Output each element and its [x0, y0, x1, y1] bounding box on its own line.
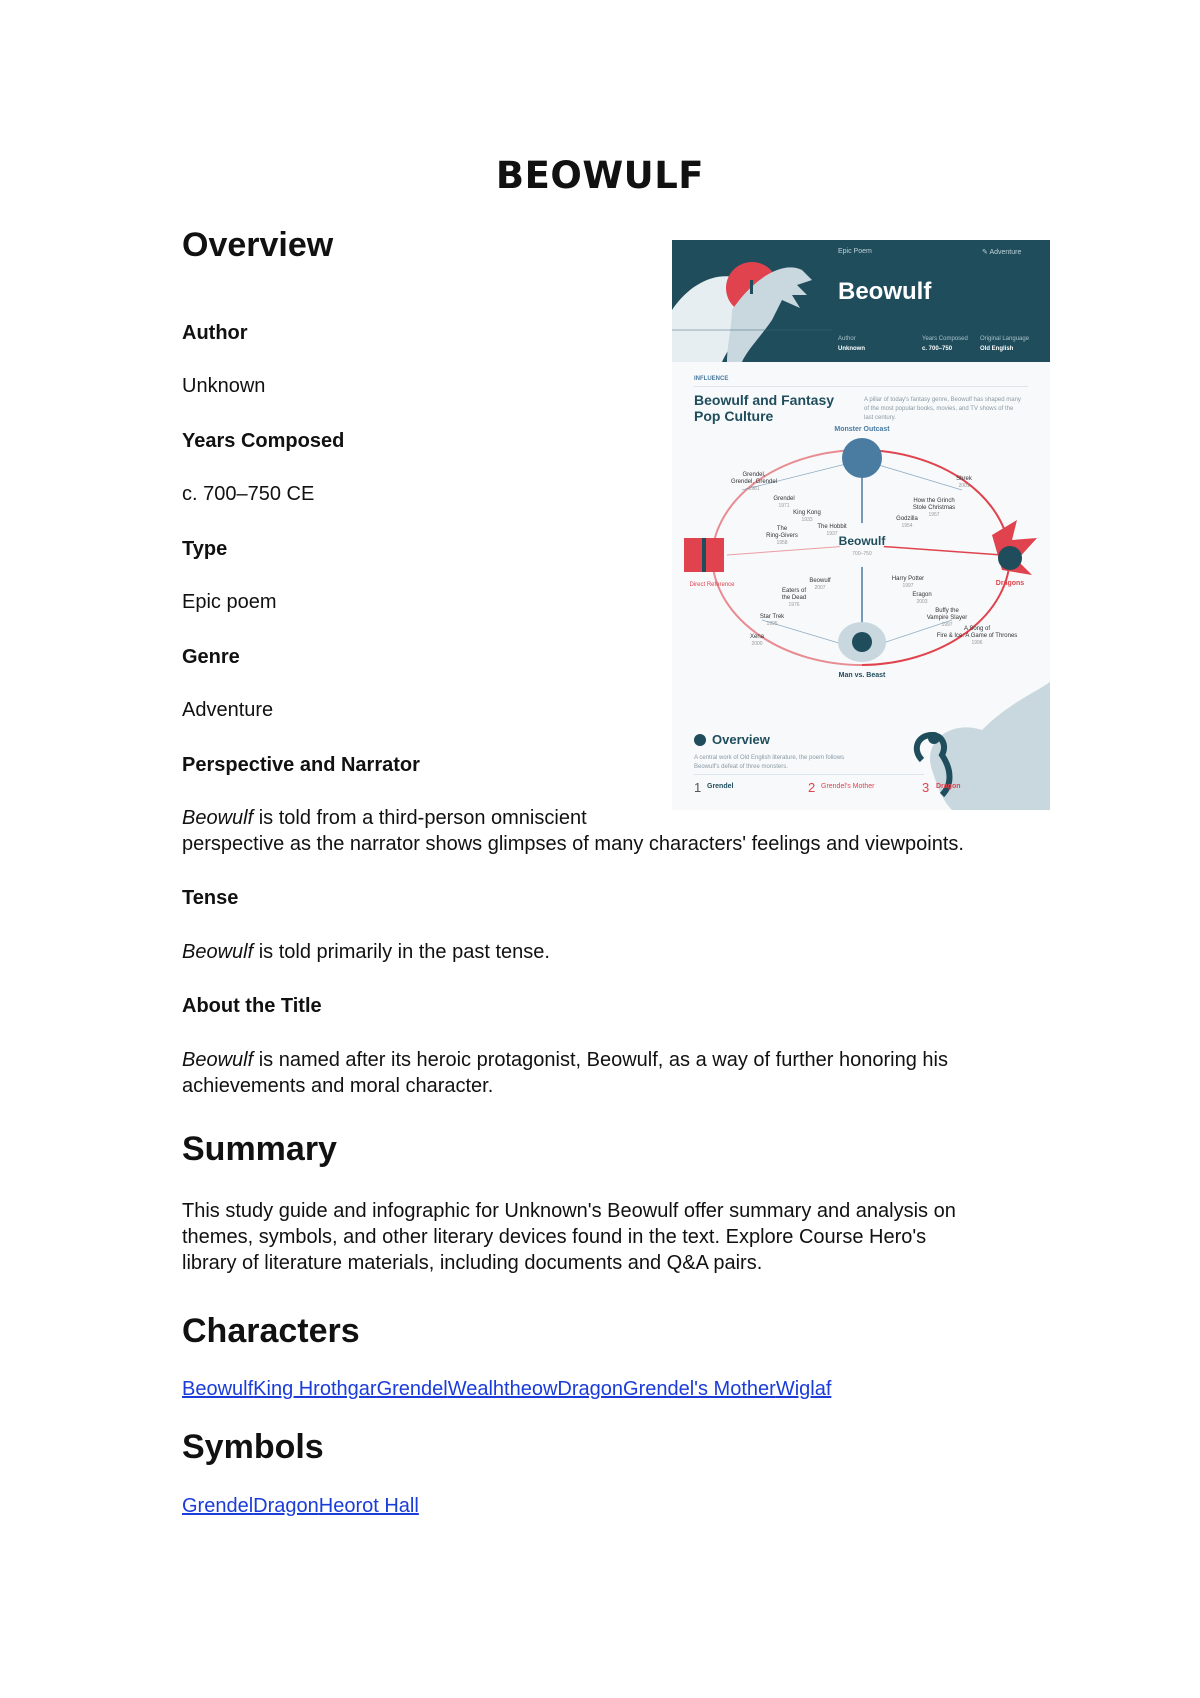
- type-label: Type: [182, 538, 228, 560]
- character-link-wiglaf[interactable]: Wiglaf: [775, 1378, 832, 1400]
- node-label: the Dead: [781, 595, 807, 601]
- summary-heading: Summary: [182, 1130, 337, 1168]
- node-label: A Song of: [963, 626, 991, 632]
- node-year: 2000: [751, 641, 763, 647]
- ig-language-value: Old English: [980, 346, 1014, 352]
- node-year: 1958: [776, 540, 788, 546]
- node-label: Eaters of: [781, 588, 807, 594]
- node-label: Star Trek: [759, 614, 785, 620]
- overview-icon: [694, 734, 706, 746]
- symbol-link-dragon[interactable]: Dragon: [253, 1495, 319, 1517]
- category-bottom: Man vs. Beast: [838, 672, 886, 679]
- influence-description: A pillar of today's fantasy genre, Beowulf has shaped many of the most popular books, movies, and TV shows of the last century.: [864, 397, 1021, 421]
- overview-heading: Overview: [182, 226, 334, 264]
- divider: [694, 386, 1028, 387]
- node-label: Shrek: [956, 476, 972, 482]
- symbol-link-heorot-hall[interactable]: Heorot Hall: [318, 1495, 419, 1517]
- type-value: Epic poem: [182, 591, 277, 613]
- node-year: 2007: [814, 585, 826, 591]
- node-label: Vampire Slayer: [926, 615, 968, 621]
- summary-line-3: library of literature materials, including documents and Q&A pairs.: [182, 1252, 763, 1274]
- character-link-wealhtheow[interactable]: Wealhtheow: [447, 1378, 558, 1400]
- node-label: Buffy the: [935, 608, 959, 614]
- monster-number: 1: [694, 780, 702, 795]
- category-right: Dragons: [995, 580, 1025, 587]
- perspective-line-2: perspective as the narrator shows glimpses of many characters' feelings and viewpoints.: [182, 833, 964, 855]
- symbol-links: [182, 1495, 419, 1518]
- node-label: Ring-Givers: [766, 533, 798, 539]
- author-label: Author: [182, 322, 248, 344]
- infographic-overview-desc: A central work of Old English literature, the poem follows Beowulf's defeat of three monsters.: [694, 755, 845, 770]
- character-link-dragon[interactable]: Dragon: [557, 1378, 624, 1400]
- beowulf-infographic: [672, 240, 1050, 810]
- tense-text: Beowulf is told primarily in the past tense.: [182, 941, 550, 963]
- influence-label: INFLUENCE: [694, 376, 729, 382]
- node-year: 1996: [971, 640, 983, 646]
- node-label: Xena: [749, 634, 765, 640]
- ig-author-label: Author: [838, 336, 856, 342]
- character-link-beowulf[interactable]: Beowulf: [182, 1378, 254, 1400]
- node-label: Grendel, Grendel: [730, 479, 778, 485]
- influence-heading: Beowulf and Fantasy Pop Culture: [694, 392, 835, 424]
- category-top: Monster Outcast: [834, 426, 890, 433]
- perspective-label: Perspective and Narrator: [182, 754, 420, 776]
- ig-language-label: Original Language: [980, 336, 1030, 342]
- node-label: Grendel,: [742, 472, 766, 478]
- infographic-category: Epic Poem: [838, 248, 872, 255]
- node-label: Fire & Ice: A Game of Thrones: [936, 633, 1018, 639]
- character-link-grendel[interactable]: Grendel: [376, 1378, 448, 1400]
- hub-label: Beowulf: [838, 534, 886, 548]
- characters-heading: Characters: [182, 1312, 360, 1350]
- author-value: Unknown: [182, 375, 266, 397]
- ig-years-label: Years Composed: [922, 336, 968, 342]
- about-title-label: About the Title: [182, 995, 322, 1017]
- dragon-icon: [998, 546, 1022, 570]
- symbol-link-grendel[interactable]: Grendel: [182, 1495, 254, 1517]
- summary-line-2: themes, symbols, and other literary devices found in the text. Explore Course Hero's: [182, 1226, 927, 1248]
- influence-network: [672, 420, 1050, 720]
- node-year: 1981: [748, 486, 760, 492]
- node-label: Grendel: [773, 496, 795, 502]
- years-composed-label: Years Composed: [182, 430, 345, 452]
- book-title-italic: Beowulf: [182, 941, 254, 963]
- node-label: Godzilla: [896, 516, 918, 522]
- monster-number: 3: [922, 780, 930, 795]
- infographic-genre: ✎ Adventure: [982, 249, 1022, 256]
- monster-name: Grendel's Mother: [821, 783, 875, 790]
- node-label: Eragon: [912, 592, 932, 598]
- ig-author-value: Unknown: [838, 346, 865, 352]
- book-title-italic: Beowulf: [182, 807, 254, 829]
- node-year: 1971: [778, 503, 790, 509]
- monster-name: Dragon: [936, 783, 961, 790]
- document-title: BEOWULF: [495, 154, 705, 197]
- tense-label: Tense: [182, 887, 239, 909]
- years-composed-value: c. 700–750 CE: [182, 483, 315, 505]
- node-year: 1954: [901, 523, 913, 529]
- genre-label: Genre: [182, 646, 240, 668]
- perspective-line-1: Beowulf is told from a third-person omniscient: [182, 807, 587, 829]
- genre-value: Adventure: [182, 699, 274, 721]
- node-label: The: [776, 526, 788, 532]
- node-year: 1995: [766, 621, 778, 627]
- node-year: 1933: [801, 517, 813, 523]
- symbols-heading: Symbols: [182, 1428, 324, 1466]
- node-label: King Kong: [793, 510, 821, 516]
- character-link-grendels-mother[interactable]: Grendel's Mother: [623, 1378, 776, 1400]
- summary-line-1: This study guide and infographic for Unknown's Beowulf offer summary and analysis on: [182, 1200, 956, 1222]
- node-year: 1997: [941, 622, 953, 628]
- infographic-header: [672, 240, 1050, 362]
- infographic-overview-heading: Overview: [712, 732, 770, 747]
- node-year: 1937: [826, 531, 838, 537]
- node-label: How the Grinch: [913, 498, 955, 504]
- infographic-title: Beowulf: [838, 278, 932, 305]
- book-spine: [702, 538, 706, 572]
- dragon-wing-illustration: [892, 680, 1050, 810]
- monster-name: Grendel: [707, 783, 734, 790]
- about-title-line-1: Beowulf is named after its heroic protagonist, Beowulf, as a way of further honoring his: [182, 1049, 948, 1071]
- node-label: Beowulf: [809, 578, 831, 584]
- divider: [694, 774, 924, 775]
- hub-years: 700–750: [852, 551, 872, 557]
- character-links: [182, 1378, 831, 1401]
- node-year: 1997: [902, 583, 914, 589]
- ig-years-value: c. 700–750: [922, 346, 953, 352]
- monster-outcast-icon: [842, 438, 882, 478]
- category-left: Direct Reference: [689, 582, 735, 588]
- node-year: 2001: [958, 483, 970, 489]
- book-title-italic: Beowulf: [182, 1049, 254, 1071]
- node-label: Stole Christmas: [912, 505, 956, 511]
- monster-number: 2: [808, 780, 816, 795]
- node-year: 1976: [788, 602, 800, 608]
- node-year: 2003: [916, 599, 928, 605]
- beast-figure-icon: [852, 632, 872, 652]
- character-link-king-hrothgar[interactable]: King Hrothgar: [253, 1378, 377, 1400]
- node-year: 1957: [928, 512, 940, 518]
- about-title-line-2: achievements and moral character.: [182, 1075, 494, 1097]
- node-label: The Hobbit: [817, 524, 847, 530]
- node-label: Harry Potter: [891, 576, 925, 582]
